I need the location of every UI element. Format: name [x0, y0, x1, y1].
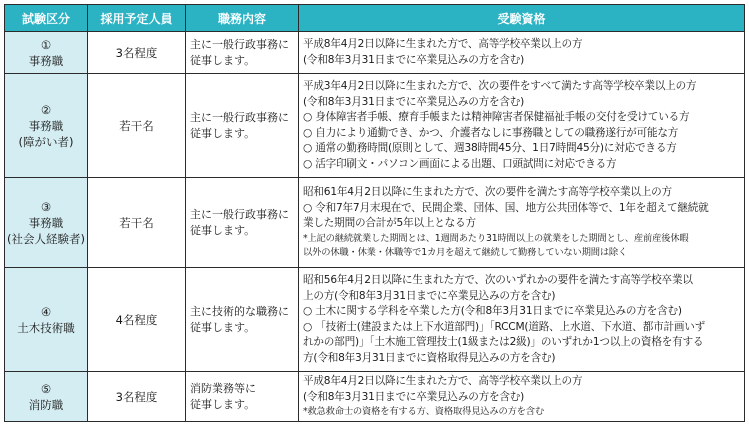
table-row	[5, 268, 745, 372]
category-number: ⑤	[40, 381, 52, 396]
category-cell	[5, 268, 88, 372]
duty-line: 従事します。	[190, 53, 256, 67]
requirement-line: 平成3年4月2日以降に生まれた方で、次の要件をすべて満たす高等学校卒業以上の方	[303, 80, 697, 92]
category-cell	[5, 74, 88, 178]
requirement-line: 業した期間の合計が5年以上となる方	[303, 217, 476, 230]
count-cell: 若干名	[88, 74, 186, 178]
requirement-line: 平成8年4月2日以降に生まれた方で、高等学校卒業以上の方	[303, 375, 583, 387]
duty-line: 従事します。	[190, 126, 256, 140]
category-cell	[5, 178, 88, 268]
duty-cell	[186, 32, 299, 74]
duty-line: 主に技術的な職務に	[190, 304, 289, 318]
category-name: 事務職	[28, 53, 64, 68]
category-number: ④	[40, 304, 52, 319]
requirement-line: 方(令和8年3月31日までに資格取得見込みの方を含む)	[303, 351, 556, 364]
requirement-note: 以外の休職・休業・休職等で1カ月を超えて継続して勤務していない期間は除く	[303, 246, 628, 258]
category-number: ③	[40, 199, 52, 214]
table-row	[5, 372, 745, 422]
duty-line: 従事します。	[190, 223, 256, 237]
duty-cell	[186, 372, 299, 422]
requirement-line: (令和8年3月31日までに卒業見込みの方を含む)	[303, 95, 525, 108]
duty-cell	[186, 178, 299, 268]
requirement-cell	[299, 32, 745, 74]
requirement-note: *上記の継続就業した期間とは、1週間あたり31時間以上の就業をした期間とし、産前産後休暇	[303, 232, 689, 244]
requirement-line: ○ 土木に関する学科を卒業した方(令和8年3月31日までに卒業見込みの方を含む)	[303, 305, 682, 317]
requirement-line: 上の方(令和8年3月31日までに卒業見込みの方を含む)	[303, 289, 556, 302]
count-cell: 4名程度	[88, 268, 186, 372]
requirement-line: 昭和56年4月2日以降に生まれた方で、次のいずれかの要件を満たす高等学校卒業以	[303, 274, 693, 286]
category-number: ②	[40, 102, 52, 117]
table-row	[5, 178, 745, 268]
duty-cell	[186, 74, 299, 178]
requirement-line: ○ 自力により通勤でき、かつ、介護者なしに事務職としての職務遂行が可能な方	[303, 126, 679, 139]
requirement-line: ○ 身体障害者手帳、療育手帳または精神障害者保健福祉手帳の交付を受けている方	[303, 111, 690, 123]
duty-line: 主に一般行政事務に	[190, 207, 289, 221]
category-name: 事務職	[28, 118, 64, 133]
requirement-note: *救急救命士の資格を有する方、資格取得見込みの方を含む	[303, 406, 544, 417]
requirement-line: ○ 令和7年7月末現在で、民間企業、団体、国、地方公共団体等で、1年を超えて継続就	[303, 201, 709, 214]
requirement-line: 平成8年4月2日以降に生まれた方で、高等学校卒業以上の方	[303, 38, 583, 50]
duty-line: 主に一般行政事務に	[190, 37, 289, 51]
header-exam-category: 試験区分	[5, 5, 88, 32]
requirement-cell	[299, 74, 745, 178]
count-cell: 3名程度	[88, 32, 186, 74]
duty-line: 従事します。	[190, 320, 256, 334]
table-header-row	[5, 5, 745, 32]
count-cell: 若干名	[88, 178, 186, 268]
category-cell	[5, 372, 88, 422]
requirement-line: ○ 通常の勤務時間(原則として、週38時間45分、1日7時間45分)に対応できる方	[303, 142, 677, 154]
header-planned-hires: 採用予定人員	[88, 5, 186, 32]
requirement-line: ○ 活字印刷文・パソコン画面による出題、口頭試問に対応できる方	[303, 157, 617, 170]
duty-cell	[186, 268, 299, 372]
category-name: 事務職	[28, 215, 64, 230]
header-eligibility: 受験資格	[299, 5, 745, 32]
requirement-line: (令和8年3月31日までに卒業見込みの方を含む)	[303, 53, 525, 66]
requirement-cell	[299, 178, 745, 268]
count-cell: 3名程度	[88, 372, 186, 422]
table-row	[5, 32, 745, 74]
duty-line: 従事します。	[190, 397, 256, 411]
duty-line: 主に一般行政事務に	[190, 110, 289, 124]
header-duty: 職務内容	[186, 5, 299, 32]
requirement-line: ○ 「技術士(建設または上下水道部門)」「RCCM(道路、上水道、下水道、都市計画いず	[303, 320, 706, 333]
requirement-line: 昭和61年4月2日以降に生まれた方で、次の要件を満たす高等学校卒業以上の方	[303, 186, 672, 199]
category-name: 土木技術職	[17, 320, 75, 335]
exam-table	[4, 4, 745, 422]
requirement-line: れかの部門)」「土木施工管理技士(1級または2級)」のいずれか1つ以上の資格を有する	[303, 336, 704, 348]
category-subname: (障がい者)	[18, 134, 74, 149]
table-row	[5, 74, 745, 178]
category-subname: (社会人経験者)	[7, 231, 85, 246]
category-number: ①	[40, 37, 52, 52]
requirement-line: (令和8年3月31日までに卒業見込みの方を含む)	[303, 390, 525, 403]
requirement-cell	[299, 372, 745, 422]
category-cell	[5, 32, 88, 74]
requirement-cell	[299, 268, 745, 372]
duty-line: 消防業務等に	[190, 381, 256, 395]
category-name: 消防職	[28, 397, 64, 412]
